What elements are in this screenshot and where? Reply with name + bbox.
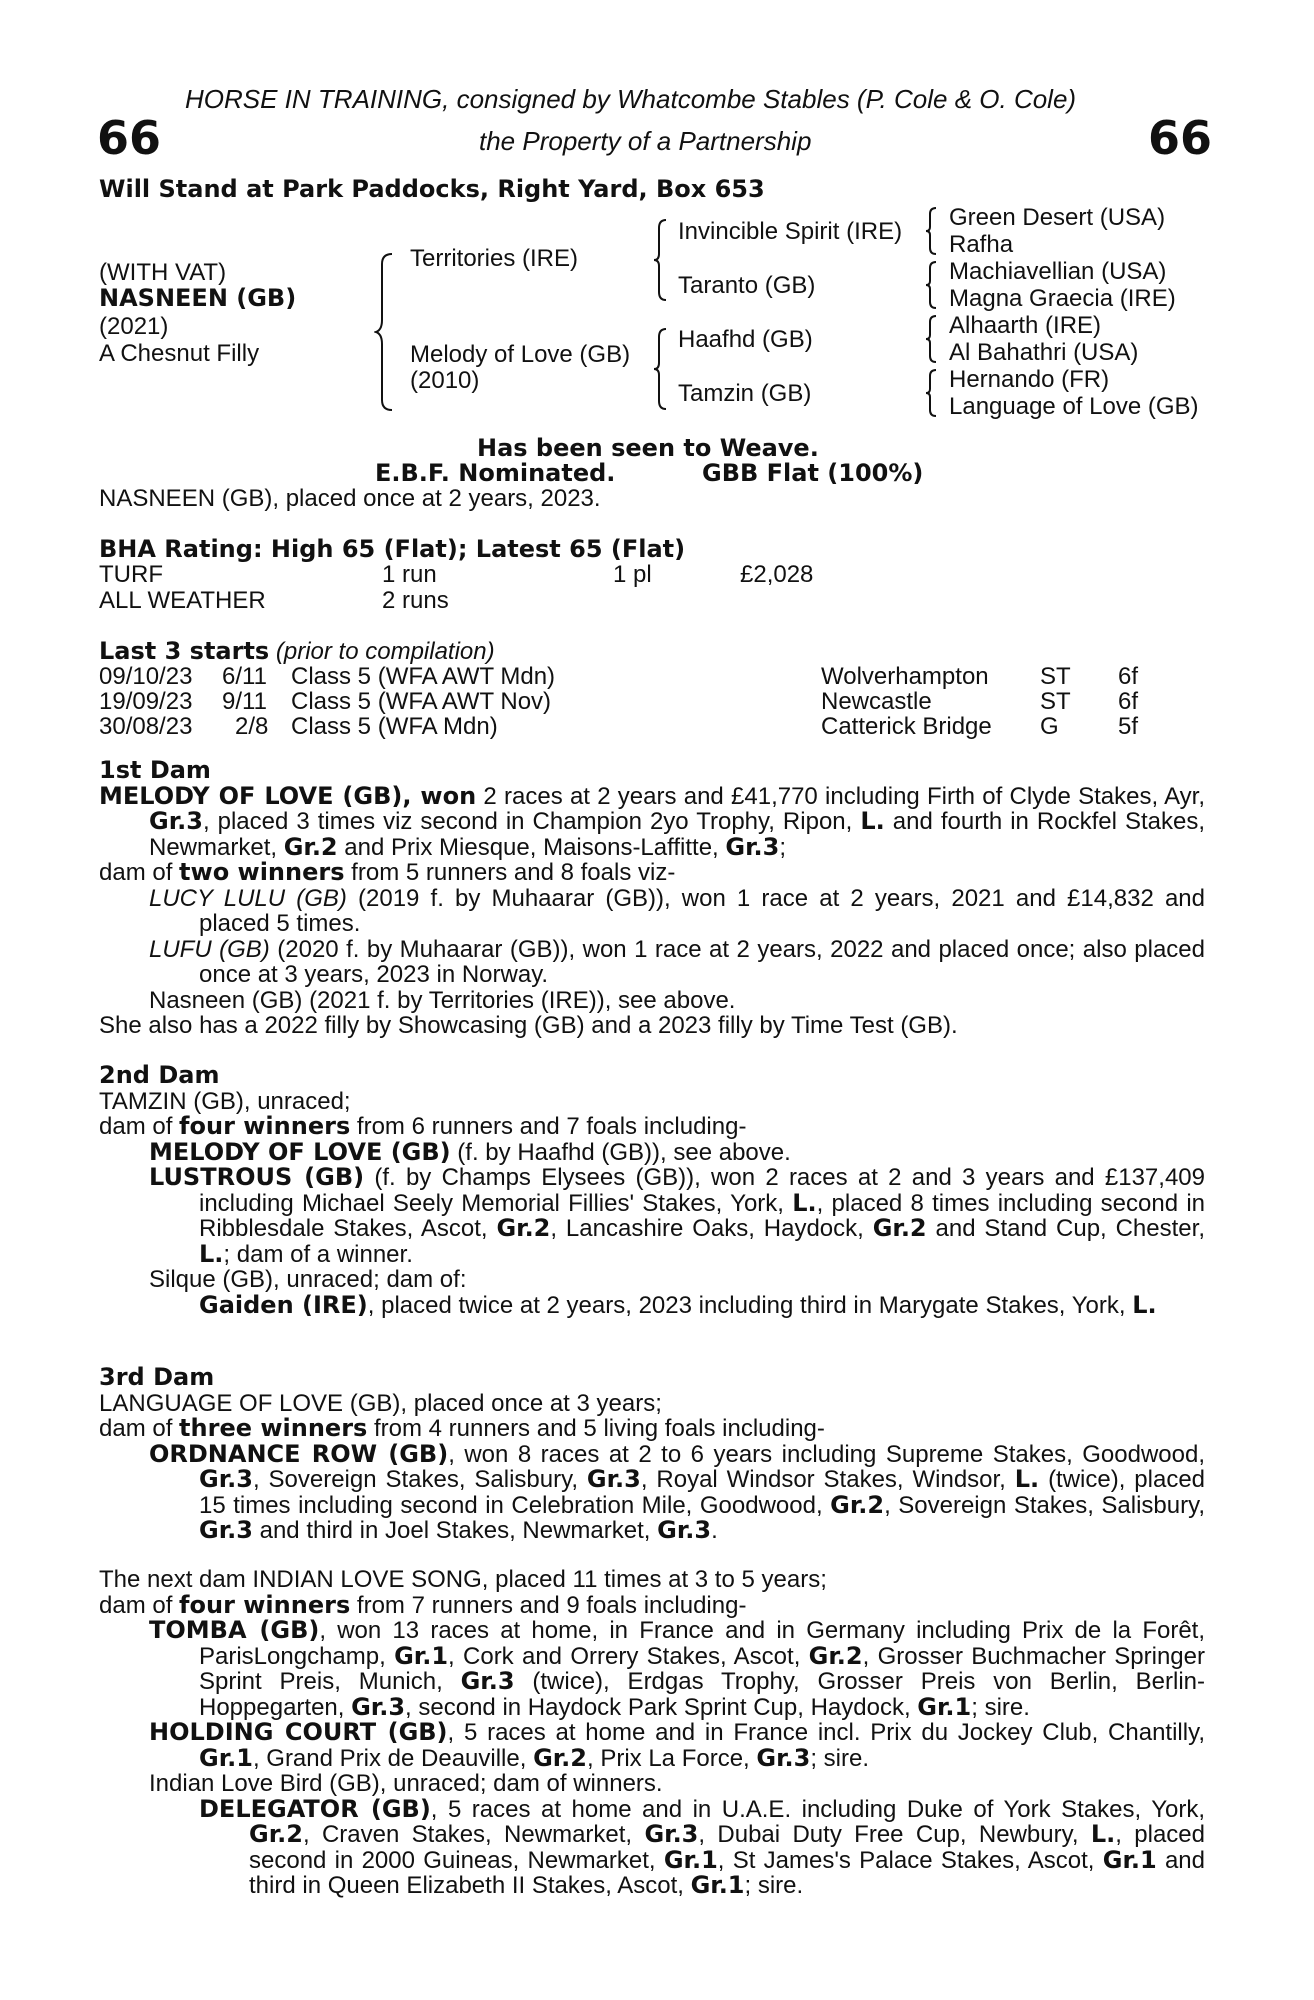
- section-heading: 2nd Dam: [99, 1061, 220, 1089]
- dam-summary: The next dam INDIAN LOVE SONG, placed 11 times at 3 to 5 years;: [99, 1566, 827, 1593]
- progeny-entry: LUCY LULU (GB) (2019 f. by Muhaarar (GB)), won 1 race at 2 years, 2021 and £14,832 and placed 5 times.: [149, 884, 1205, 937]
- gg-2: Rafha: [949, 231, 1014, 258]
- ebf-note: E.B.F. Nominated.: [375, 459, 616, 487]
- horse-year: (2021): [99, 313, 169, 340]
- third-dam-section: [99, 1365, 1205, 1544]
- progeny-entry: Silque (GB), unraced; dam of:: [149, 1266, 467, 1293]
- brace-g3: [924, 314, 938, 364]
- dam-of-line: dam of two winners from 5 runners and 8 foals viz-: [99, 858, 676, 886]
- fourth-dam-section: [99, 1567, 1205, 1899]
- dam-dam: Tamzin (GB): [678, 380, 812, 407]
- gg-8: Language of Love (GB): [949, 393, 1199, 420]
- progeny-entry: Nasneen (GB) (2021 f. by Territories (IRE)), see above.: [149, 986, 736, 1014]
- dam-of-line: dam of four winners from 6 runners and 7 foals including-: [99, 1112, 747, 1140]
- bha-rating: BHA Rating: High 65 (Flat); Latest 65 (Flat): [99, 535, 686, 563]
- also-note: She also has a 2022 filly by Showcasing (GB) and a 2023 filly by Time Test (GB).: [99, 1012, 958, 1039]
- progeny-entry: ORDNANCE ROW (GB), won 8 races at 2 to 6 years including Supreme Stakes, Goodwood, Gr.3, Sovereign Stakes, Salisbury, Gr.3, Royal Windsor Stakes, Windsor, L. (twice), placed 15 times including second in Celebration Mile, Goodwood, Gr.2, Sovereign Stakes, Salisbury, Gr.3 and third in Joel Stakes, Newmarket, Gr.3.: [149, 1439, 1206, 1544]
- horse-name: NASNEEN (GB): [99, 284, 297, 312]
- lot-number-left: 66: [97, 111, 162, 165]
- brace-g1: [924, 206, 938, 256]
- dam-year: (2010): [410, 367, 480, 394]
- section-heading: 1st Dam: [99, 756, 211, 784]
- lot-number-right: 66: [1148, 111, 1213, 165]
- second-dam-section: [99, 1063, 1205, 1318]
- dam-summary: TAMZIN (GB), unraced;: [99, 1087, 351, 1115]
- brace-g4: [924, 368, 938, 418]
- weave-note: Has been seen to Weave.: [477, 434, 819, 462]
- progeny-entry: HOLDING COURT (GB), 5 races at home and in France incl. Prix du Jockey Club, Chantilly, Gr.1, Grand Prix de Deauville, Gr.2, Prix La Force, Gr.3; sire.: [149, 1718, 1205, 1772]
- pedigree-brace-dam: [652, 327, 668, 411]
- gg-7: Hernando (FR): [949, 366, 1110, 393]
- horse-description: A Chesnut Filly: [99, 340, 260, 367]
- vat-label: (WITH VAT): [99, 259, 227, 286]
- stand-location: Will Stand at Park Paddocks, Right Yard, Box 653: [99, 175, 765, 203]
- gg-6: Al Bahathri (USA): [949, 339, 1139, 366]
- last-starts-heading: Last 3 starts (prior to compilation): [99, 637, 495, 665]
- consignor-line: HORSE IN TRAINING, consigned by Whatcombe Stables (P. Cole & O. Cole): [185, 84, 1077, 114]
- progeny-entry: Indian Love Bird (GB), unraced; dam of winners.: [149, 1770, 663, 1797]
- property-line: the Property of a Partnership: [479, 126, 812, 156]
- dam-sire: Haafhd (GB): [678, 326, 813, 353]
- progeny-entry: DELEGATOR (GB), 5 races at home and in U.A.E. including Duke of York Stakes, York, Gr.2, Craven Stakes, Newmarket, Gr.3, Dubai Duty Free Cup, Newbury, L., placed second in 2000 Guineas, Newmarket, Gr.1, St James's Palace Stakes, Ascot, Gr.1 and third in Queen Elizabeth II Stakes, Ascot, Gr.1; sire.: [199, 1794, 1206, 1899]
- pedigree-brace-sire: [652, 218, 668, 302]
- progeny-entry: Gaiden (IRE), placed twice at 2 years, 2023 including third in Marygate Stakes, York, L.: [199, 1290, 1157, 1319]
- gg-4: Magna Graecia (IRE): [949, 285, 1176, 312]
- dam-summary: MELODY OF LOVE (GB), won 2 races at 2 years and £41,770 including Firth of Clyde Stakes, Ayr, Gr.3, placed 3 times viz second in Champion 2yo Trophy, Ripon, L. and fourth in Rockfel Stakes, Newmarket, Gr.2 and Prix Miesque, Maisons-Laffitte, Gr.3;: [99, 781, 1205, 861]
- progeny-entry: TOMBA (GB), won 13 races at home, in France and in Germany including Prix de la Forêt, ParisLongchamp, Gr.1, Cork and Orrery Stakes, Ascot, Gr.2, Grosser Buchmacher Springer Sprint Preis, Munich, Gr.3 (twice), Erdgas Trophy, Grosser Preis von Berlin, Berlin-Hoppegarten, Gr.3, second in Haydock Park Sprint Cup, Haydock, Gr.1; sire.: [149, 1616, 1206, 1721]
- gg-3: Machiavellian (USA): [949, 258, 1167, 285]
- progeny-entry: LUFU (GB) (2020 f. by Muhaarar (GB)), won 1 race at 2 years, 2022 and placed once; also placed once at 3 years, 2023 in Norway.: [149, 935, 1206, 988]
- sire-dam: Taranto (GB): [678, 272, 816, 299]
- gg-5: Alhaarth (IRE): [949, 312, 1102, 339]
- progeny-entry: MELODY OF LOVE (GB) (f. by Haafhd (GB)), see above.: [149, 1137, 791, 1166]
- gg-1: Green Desert (USA): [949, 204, 1166, 231]
- gbb-note: GBB Flat (100%): [702, 459, 924, 487]
- dam-of-line: dam of four winners from 7 runners and 9 foals including-: [99, 1590, 747, 1619]
- dam-of-line: dam of three winners from 4 runners and 5 living foals including-: [99, 1414, 825, 1442]
- pedigree-brace-main: [374, 252, 396, 412]
- progeny-entry: LUSTROUS (GB) (f. by Champs Elysees (GB)), won 2 races at 2 and 3 years and £137,409 including Michael Seely Memorial Fillies' Stakes, York, L., placed 8 times including second in Ribblesdale Stakes, Ascot, Gr.2, Lancashire Oaks, Haydock, Gr.2 and Stand Cup, Chester, L.; dam of a winner.: [149, 1163, 1205, 1268]
- sire: Territories (IRE): [410, 245, 579, 272]
- dam: Melody of Love (GB): [410, 341, 631, 368]
- first-dam-section: [99, 758, 1205, 1039]
- brace-g2: [924, 260, 938, 310]
- placed-summary: NASNEEN (GB), placed once at 2 years, 2023.: [99, 485, 601, 512]
- section-heading: 3rd Dam: [99, 1363, 215, 1391]
- dam-summary: LANGUAGE OF LOVE (GB), placed once at 3 years;: [99, 1389, 662, 1417]
- sire-sire: Invincible Spirit (IRE): [678, 218, 903, 245]
